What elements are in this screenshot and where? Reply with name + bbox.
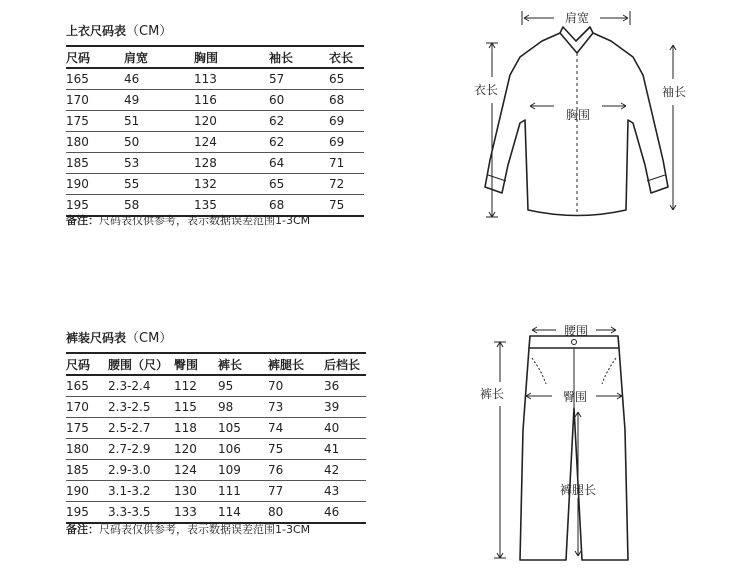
cell: 70: [268, 375, 324, 397]
length-label: 衣长: [474, 83, 499, 97]
shirt-diagram: [450, 5, 710, 225]
cell: 132: [194, 174, 269, 195]
cell: 120: [174, 439, 218, 460]
button-icon: [572, 340, 577, 345]
cell: 135: [194, 195, 269, 217]
cell: 3.3-3.5: [108, 502, 174, 524]
cell: 74: [268, 418, 324, 439]
cell: 111: [218, 481, 268, 502]
shirt-note-label: 备注：: [66, 214, 99, 227]
cell: 60: [269, 90, 329, 111]
table-row: [66, 153, 364, 174]
cell: 65: [329, 68, 364, 90]
cell: 69: [329, 132, 364, 153]
cell: 3.1-3.2: [108, 481, 174, 502]
cell: 64: [269, 153, 329, 174]
cell: 170: [66, 397, 108, 418]
header-inseam: 裤腿长: [268, 353, 324, 375]
shirt-chart-title: [66, 20, 172, 39]
cell: 72: [329, 174, 364, 195]
hip-label: 臀围: [562, 390, 588, 404]
cell: 115: [174, 397, 218, 418]
cell: 55: [124, 174, 194, 195]
cell: 77: [268, 481, 324, 502]
table-row: [66, 439, 366, 460]
cell: 2.9-3.0: [108, 460, 174, 481]
cell: 62: [269, 132, 329, 153]
cell: 195: [66, 502, 108, 524]
cell: 124: [174, 460, 218, 481]
table-header-row: [66, 353, 366, 375]
cell: 185: [66, 153, 124, 174]
table-row: [66, 90, 364, 111]
cell: 2.3-2.4: [108, 375, 174, 397]
header-size: 尺码: [66, 46, 124, 68]
cell: 180: [66, 439, 108, 460]
cell: 165: [66, 375, 108, 397]
pants-note: [66, 521, 310, 537]
cell: 133: [174, 502, 218, 524]
table-row: [66, 111, 364, 132]
cell: 98: [218, 397, 268, 418]
shirt-title-unit: （CM）: [126, 24, 173, 39]
cell: 73: [268, 397, 324, 418]
shirt-note: [66, 212, 310, 228]
cell: 112: [174, 375, 218, 397]
cell: 120: [194, 111, 269, 132]
pants-note-label: 备注：: [66, 523, 99, 536]
shoulder-label: 肩宽: [564, 11, 590, 25]
header-length: 衣长: [329, 46, 364, 68]
cell: 2.7-2.9: [108, 439, 174, 460]
shirt-note-text: 尺码表仅供参考，表示数据误差范围1-3CM: [99, 214, 311, 227]
header-shoulder: 肩宽: [124, 46, 194, 68]
cell: 2.3-2.5: [108, 397, 174, 418]
header-hip: 臀围: [174, 353, 218, 375]
pants-diagram: [470, 310, 660, 570]
cell: 46: [124, 68, 194, 90]
cell: 68: [329, 90, 364, 111]
pants-chart-title: [66, 327, 172, 346]
table-row: [66, 68, 364, 90]
cell: 40: [324, 418, 366, 439]
pants-length-measure: [494, 342, 506, 558]
cell: 130: [174, 481, 218, 502]
pants-outline: [520, 336, 628, 560]
cell: 39: [324, 397, 366, 418]
cell: 49: [124, 90, 194, 111]
cell: 180: [66, 132, 124, 153]
cell: 185: [66, 460, 108, 481]
shirt-title-text: 上衣尺码表: [66, 24, 127, 38]
cell: 118: [174, 418, 218, 439]
cell: 75: [329, 195, 364, 217]
cell: 175: [66, 418, 108, 439]
table-row: [66, 460, 366, 481]
cell: 36: [324, 375, 366, 397]
table-row: [66, 375, 366, 397]
cell: 58: [124, 195, 194, 217]
sleeve-measure: [670, 45, 676, 210]
table-row: [66, 502, 366, 524]
cell: 105: [218, 418, 268, 439]
waist-label: 腰围: [563, 324, 589, 338]
cell: 62: [269, 111, 329, 132]
sleeve-label: 袖长: [662, 85, 687, 99]
header-sleeve: 袖长: [269, 46, 329, 68]
table-row: [66, 174, 364, 195]
cell: 114: [218, 502, 268, 524]
cell: 116: [194, 90, 269, 111]
cell: 113: [194, 68, 269, 90]
cell: 170: [66, 90, 124, 111]
table-row: [66, 481, 366, 502]
cell: 195: [66, 195, 124, 217]
cell: 165: [66, 68, 124, 90]
table-row: [66, 397, 366, 418]
cell: 75: [268, 439, 324, 460]
header-back-rise: 后档长: [324, 353, 366, 375]
table-row: [66, 418, 366, 439]
cell: 68: [269, 195, 329, 217]
shirt-size-table: [66, 45, 364, 217]
cell: 65: [269, 174, 329, 195]
table-header-row: [66, 46, 364, 68]
cell: 2.5-2.7: [108, 418, 174, 439]
inseam-label: 裤腿长: [559, 483, 597, 497]
cell: 80: [268, 502, 324, 524]
cell: 190: [66, 481, 108, 502]
cell: 71: [329, 153, 364, 174]
cell: 175: [66, 111, 124, 132]
header-size: 尺码: [66, 353, 108, 375]
cell: 51: [124, 111, 194, 132]
cell: 95: [218, 375, 268, 397]
cell: 42: [324, 460, 366, 481]
cell: 128: [194, 153, 269, 174]
cell: 53: [124, 153, 194, 174]
header-waist: 腰围（尺）: [108, 353, 174, 375]
pants-note-text: 尺码表仅供参考，表示数据误差范围1-3CM: [99, 523, 311, 536]
cell: 50: [124, 132, 194, 153]
cell: 76: [268, 460, 324, 481]
cell: 43: [324, 481, 366, 502]
cell: 46: [324, 502, 366, 524]
header-pants-length: 裤长: [218, 353, 268, 375]
cell: 41: [324, 439, 366, 460]
header-chest: 胸围: [194, 46, 269, 68]
table-row: [66, 132, 364, 153]
chest-label: 胸围: [565, 108, 591, 122]
cell: 57: [269, 68, 329, 90]
pants-title-unit: （CM）: [126, 331, 173, 346]
cell: 190: [66, 174, 124, 195]
pants-length-label: 裤长: [480, 387, 505, 401]
cell: 69: [329, 111, 364, 132]
pants-title-text: 裤装尺码表: [66, 331, 127, 345]
pants-size-table: [66, 352, 366, 524]
cell: 109: [218, 460, 268, 481]
cell: 124: [194, 132, 269, 153]
cell: 106: [218, 439, 268, 460]
